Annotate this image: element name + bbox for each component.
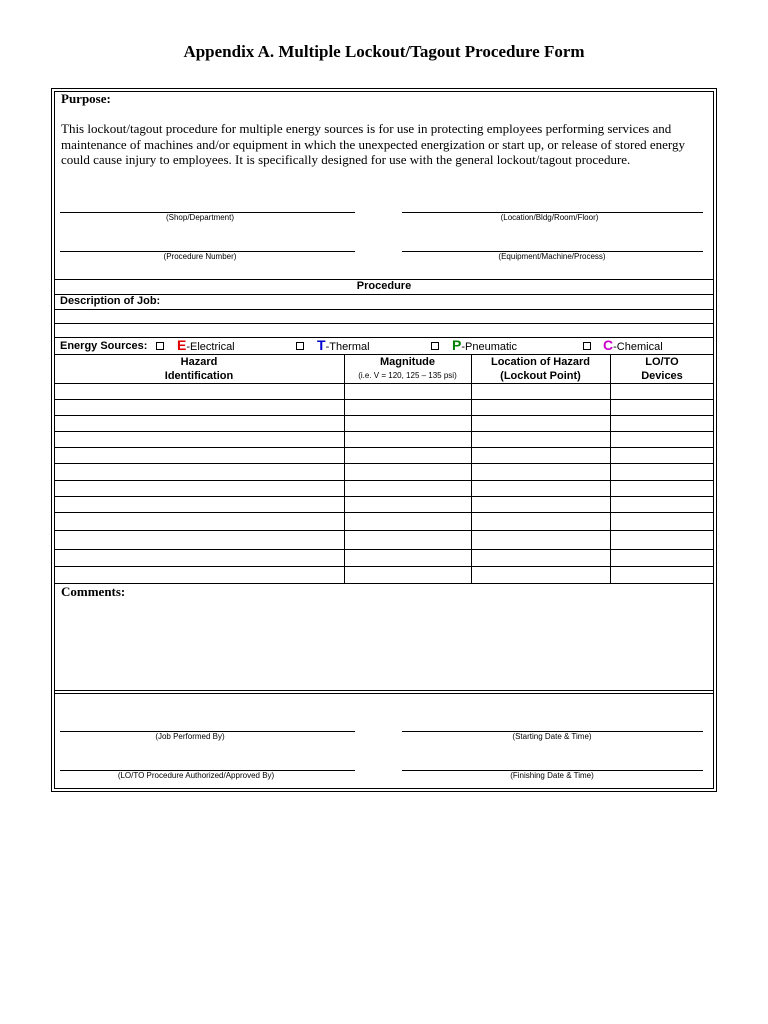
page-title: Appendix A. Multiple Lockout/Tagout Procedure Form: [183, 42, 585, 61]
energy-sources-label: Energy Sources:: [60, 340, 148, 352]
checkbox[interactable]: [583, 342, 591, 350]
col-header-line: Devices: [641, 370, 683, 382]
col-header-line: Magnitude: [380, 356, 435, 368]
table-row-line: [54, 566, 714, 567]
table-row-line: [54, 496, 714, 497]
table-row-line: [54, 354, 714, 355]
table-row-line: [54, 480, 714, 481]
energy-text: -Pneumatic: [461, 341, 517, 353]
location-caption: (Location/Bldg/Room/Floor): [500, 213, 599, 222]
table-row-line: [54, 447, 714, 448]
table-row-line: [54, 512, 714, 513]
divider: [54, 690, 714, 691]
energy-option-electrical[interactable]: [156, 340, 164, 352]
authorized-caption: (LO/TO Procedure Authorized/Approved By): [117, 771, 275, 780]
energy-label-pneumatic: [452, 337, 517, 353]
checkbox[interactable]: [431, 342, 439, 350]
table-row-line: [54, 530, 714, 531]
table-row-line: [54, 431, 714, 432]
energy-sources-row: [60, 338, 710, 354]
energy-text: -Electrical: [186, 341, 235, 353]
col-header-magnitude: [344, 355, 471, 383]
description-row-line: [54, 309, 714, 310]
col-header-devices: [610, 355, 714, 383]
col-header-line: Identification: [164, 370, 234, 382]
energy-letter: E: [177, 337, 187, 353]
table-row-line: [54, 399, 714, 400]
procedure-heading: Procedure: [356, 280, 412, 292]
table-row-line: [54, 583, 714, 584]
shop-caption: (Shop/Department): [165, 213, 235, 222]
col-header-subtext: (i.e. V = 120, 125 – 135 psi): [358, 371, 457, 380]
purpose-heading: Purpose:: [61, 91, 111, 106]
col-header-line: LO/TO: [645, 356, 679, 368]
divider: [54, 693, 714, 694]
job-performed-caption: (Job Performed By): [155, 732, 225, 741]
energy-label-electrical: [177, 337, 235, 353]
energy-option-thermal[interactable]: [296, 340, 304, 352]
energy-option-chemical[interactable]: [583, 340, 591, 352]
description-row-line: [54, 323, 714, 324]
energy-text: -Chemical: [613, 341, 663, 353]
energy-text: -Thermal: [325, 341, 370, 353]
col-header-line: Hazard: [180, 356, 218, 368]
energy-letter: T: [317, 337, 326, 353]
col-header-hazard: [54, 355, 344, 383]
table-row-line: [54, 549, 714, 550]
equipment-caption: (Equipment/Machine/Process): [498, 252, 606, 261]
table-row-line: [54, 415, 714, 416]
energy-label-chemical: [603, 337, 663, 353]
purpose-text: This lockout/tagout procedure for multiple energy sources is for use in protecting employees performing services and maintenance of machines and/or equipment in which the unexpected energization or start up, or release of stored energy could cause injury to employees. It is specifically designed for use with the general lockout/tagout procedure.: [61, 121, 686, 167]
finishing-caption: (Finishing Date & Time): [510, 771, 594, 780]
energy-label-thermal: [317, 337, 370, 353]
energy-letter: C: [603, 337, 614, 353]
col-header-line: Location of Hazard: [490, 356, 590, 368]
checkbox[interactable]: [156, 342, 164, 350]
procedure-number-caption: (Procedure Number): [163, 252, 237, 261]
energy-option-pneumatic[interactable]: [431, 340, 439, 352]
starting-caption: (Starting Date & Time): [512, 732, 592, 741]
table-row-line: [54, 463, 714, 464]
table-row-line: [54, 383, 714, 384]
col-header-line: (Lockout Point): [500, 370, 581, 382]
col-header-location: [471, 355, 610, 383]
form-frame-inner: [54, 91, 714, 789]
comments-label: Comments:: [61, 584, 126, 599]
description-label: Description of Job:: [60, 295, 161, 307]
energy-letter: P: [452, 337, 462, 353]
checkbox[interactable]: [296, 342, 304, 350]
